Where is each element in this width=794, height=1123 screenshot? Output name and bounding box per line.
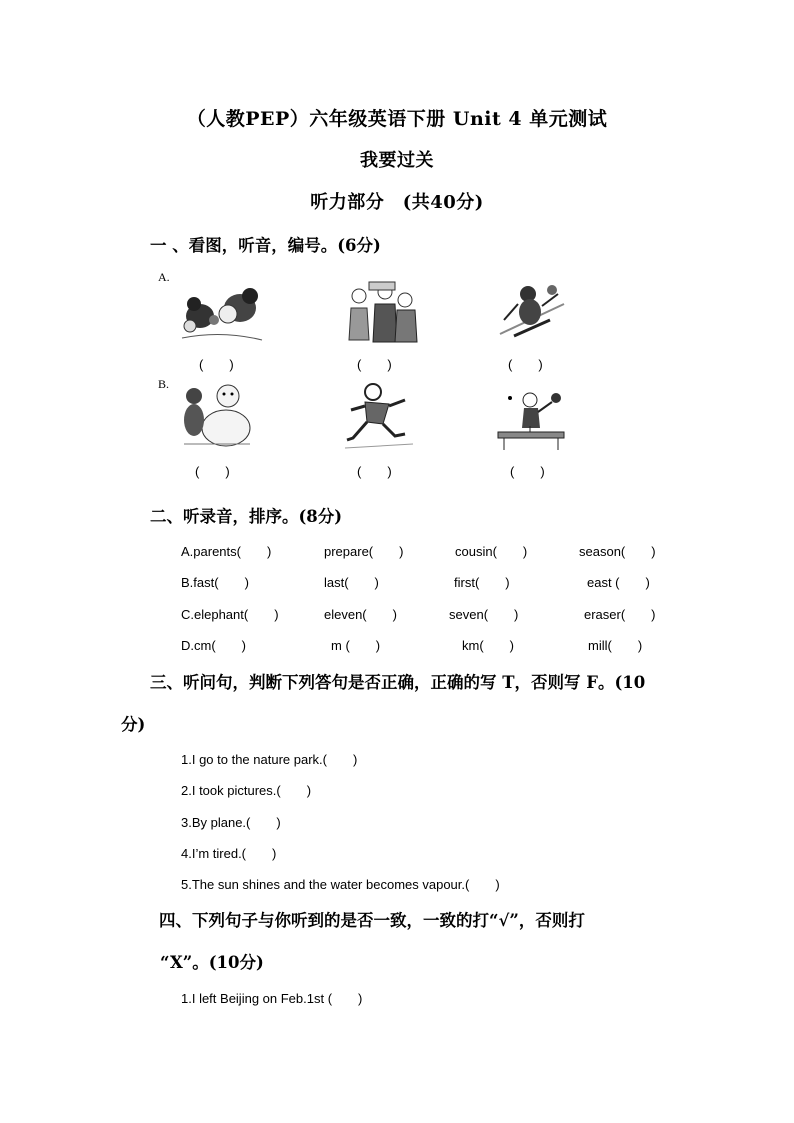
list-item: eraser( ) [584,607,656,622]
snowman-icon [180,380,254,448]
list-item: km( ) [462,638,514,653]
list-item: 5.The sun shines and the water becomes vapour.( ) [181,877,500,892]
bear-skiing-icon [498,280,566,346]
list-item: prepare( ) [324,544,404,559]
list-item: mill( ) [588,638,643,653]
section-header: 听力部分 (共40分) [310,192,484,213]
row-a-label: A. [158,270,170,284]
list-item: A.parents( ) [181,544,272,559]
bears-snowball-icon [178,280,266,346]
part3-heading-cont: 分) [121,715,146,734]
list-item: 1.I left Beijing on Feb.1st ( ) [181,991,363,1006]
list-item: first( ) [454,575,510,590]
blank-b3: ( ) [510,464,545,479]
list-item: seven( ) [449,607,519,622]
page-subtitle: 我要过关 [360,150,434,171]
blank-b2: ( ) [357,464,392,479]
list-item: m ( ) [331,638,381,653]
list-item: 2.I took pictures.( ) [181,783,312,798]
list-item: 1.I go to the nature park.( ) [181,752,358,767]
blank-a3: ( ) [508,357,543,372]
blank-b1: ( ) [195,464,230,479]
list-item: last( ) [324,575,379,590]
part2-heading: 二、听录音，排序。(8分) [150,507,343,526]
list-item: 4.I’m tired.( ) [181,846,277,861]
part4-heading-cont: “X”。(10分) [160,953,264,972]
list-item: C.elephant( ) [181,607,279,622]
list-item: eleven( ) [324,607,397,622]
part4-heading: 四、下列句子与你听到的是否一致，一致的打“√”，否则打 [159,911,585,930]
part3-heading: 三、听问句，判断下列答句是否正确，正确的写 T，否则写 F。(10 [150,673,646,692]
people-group-icon [345,278,419,346]
list-item: east ( ) [587,575,650,590]
page-title: （人教PEP）六年级英语下册 Unit 4 单元测试 [186,108,608,130]
list-item: D.cm( ) [181,638,246,653]
blank-a1: ( ) [199,357,234,372]
person-skating-icon [343,380,415,452]
list-item: 3.By plane.( ) [181,815,281,830]
boy-table-tennis-icon [496,388,568,452]
list-item: cousin( ) [455,544,528,559]
list-item: B.fast( ) [181,575,249,590]
blank-a2: ( ) [357,357,392,372]
row-b-label: B. [158,377,170,391]
list-item: season( ) [579,544,656,559]
part1-heading: 一 、看图，听音，编号。(6分) [150,236,381,255]
